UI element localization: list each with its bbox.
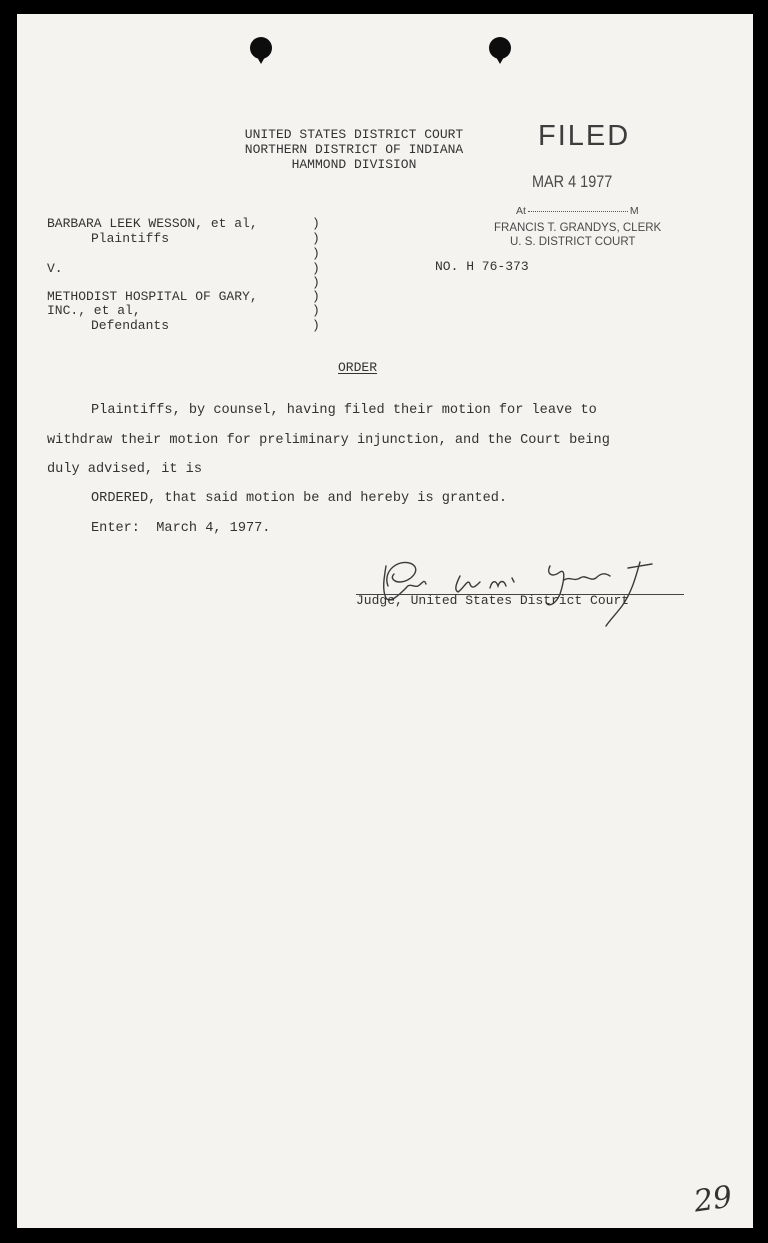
filed-stamp-court: U. S. DISTRICT COURT <box>510 236 636 248</box>
case-number: NO. H 76-373 <box>435 259 529 274</box>
document-title: ORDER <box>338 360 378 375</box>
versus: V. <box>47 261 63 276</box>
paragraph-line: Plaintiffs, by counsel, having filed their motion for leave to <box>91 403 597 418</box>
defendant-name-line-1: METHODIST HOSPITAL OF GARY, <box>47 289 258 304</box>
filed-stamp-at: At M <box>516 205 639 217</box>
caption-bracket: ) <box>312 261 320 276</box>
filed-stamp-date: MAR 4 1977 <box>532 172 613 191</box>
caption-bracket: ) <box>312 289 320 304</box>
caption-bracket: ) <box>312 246 320 261</box>
court-division: HAMMOND DIVISION <box>291 157 417 172</box>
punch-hole-left <box>250 37 272 59</box>
defendant-role: Defendants <box>91 318 170 333</box>
handwritten-page-number: 29 <box>691 1179 735 1220</box>
caption-bracket: ) <box>312 231 320 246</box>
caption-bracket: ) <box>312 318 320 333</box>
plaintiff-name: BARBARA LEEK WESSON, et al, <box>47 216 258 231</box>
plaintiff-role: Plaintiffs <box>91 231 170 246</box>
signature-caption: Judge, United States District Court <box>356 593 630 608</box>
caption-bracket: ) <box>312 275 320 290</box>
paragraph-line: withdraw their motion for preliminary injunction, and the Court being <box>47 433 610 448</box>
caption-bracket: ) <box>312 216 320 231</box>
caption-bracket: ) <box>312 303 320 318</box>
defendant-name-line-2: INC., et al, <box>47 303 141 318</box>
ordered-line: ORDERED, that said motion be and hereby is granted. <box>91 491 508 506</box>
enter-line: Enter: March 4, 1977. <box>91 521 271 536</box>
punch-hole-right <box>489 37 511 59</box>
judge-signature <box>360 548 690 628</box>
paragraph-line: duly advised, it is <box>47 462 202 477</box>
filed-stamp-at-blank <box>528 211 628 212</box>
court-district: NORTHERN DISTRICT OF INDIANA <box>244 142 464 157</box>
filed-stamp-clerk: FRANCIS T. GRANDYS, CLERK <box>494 222 662 234</box>
court-name: UNITED STATES DISTRICT COURT <box>244 127 464 142</box>
filed-stamp-title: FILED <box>538 120 631 152</box>
